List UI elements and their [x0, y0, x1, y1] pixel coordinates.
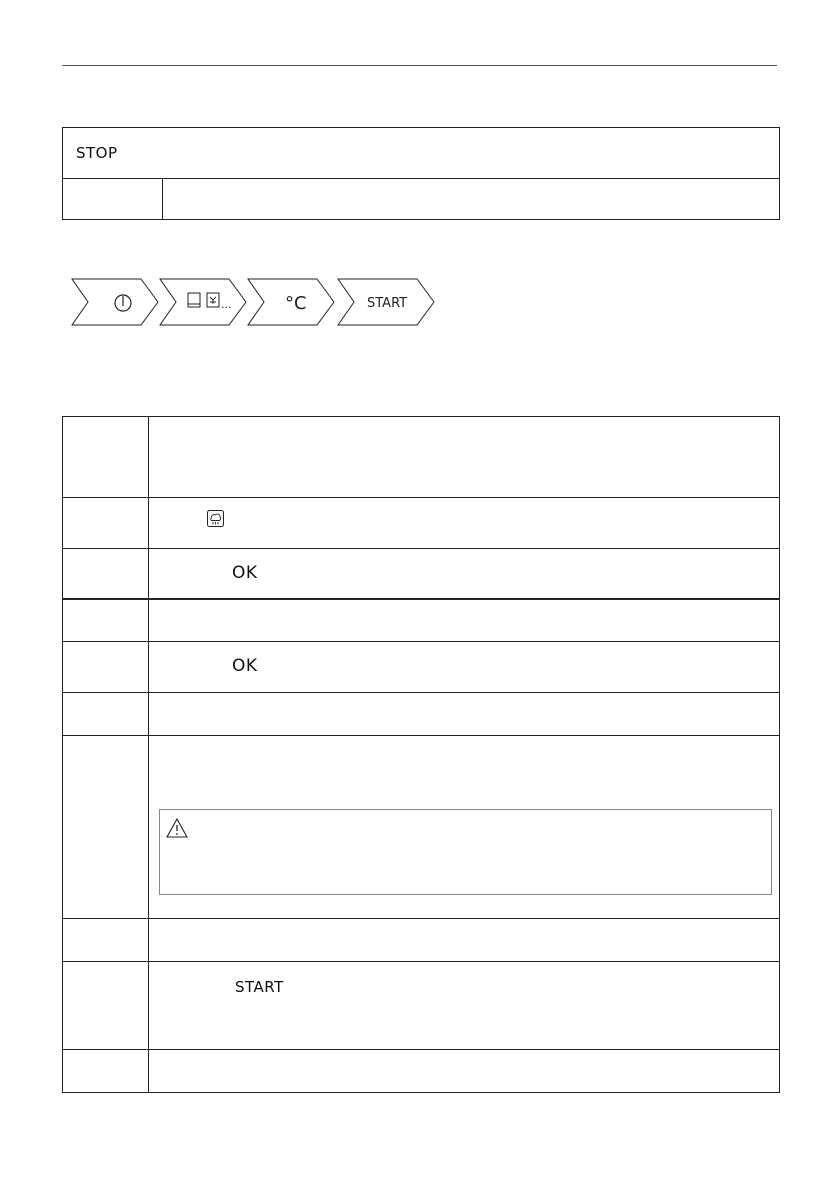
table-row — [63, 642, 779, 693]
table-row — [63, 1050, 779, 1092]
table-row — [63, 417, 779, 498]
step-description — [149, 736, 779, 918]
column-divider — [148, 600, 149, 641]
step-description — [149, 642, 779, 692]
stop-box-row — [63, 179, 779, 220]
steam-function-icon — [207, 510, 224, 527]
stop-info-box — [62, 127, 780, 220]
start-button-label: START — [235, 978, 284, 996]
table-row — [63, 549, 779, 600]
table-row — [63, 600, 779, 642]
column-divider — [148, 417, 149, 497]
table-row — [63, 736, 779, 919]
fan-function-icon — [207, 293, 219, 307]
step-description — [149, 962, 779, 1049]
stop-box-header — [63, 128, 779, 179]
warning-icon — [166, 818, 188, 838]
ok-button-label: OK — [232, 656, 258, 676]
ok-button-label: OK — [232, 563, 258, 583]
arrow-step-function — [160, 279, 246, 325]
more-functions-ellipsis: ... — [221, 298, 232, 311]
column-divider — [148, 1050, 149, 1092]
table-row — [63, 498, 779, 549]
stop-label: STOP — [76, 144, 118, 162]
arrow-step-temperature — [248, 279, 334, 325]
arrow-strip-graphic — [70, 278, 442, 328]
oven-function-icon — [188, 293, 200, 307]
step-description — [149, 498, 779, 548]
table-row — [63, 919, 779, 962]
procedure-table — [62, 416, 780, 1093]
column-divider — [148, 919, 149, 961]
warning-box — [159, 809, 772, 895]
arrow-step-power — [72, 279, 158, 325]
arrow-step-start — [338, 279, 434, 325]
step-description — [149, 549, 779, 598]
stop-box-divider — [162, 179, 163, 220]
table-row — [63, 693, 779, 736]
start-step-label: START — [367, 296, 408, 311]
table-row — [63, 962, 779, 1050]
procedure-arrow-strip — [70, 278, 442, 328]
temperature-unit-label: °C — [285, 293, 307, 314]
power-icon — [115, 295, 131, 311]
column-divider — [148, 693, 149, 735]
header-rule — [62, 65, 777, 66]
